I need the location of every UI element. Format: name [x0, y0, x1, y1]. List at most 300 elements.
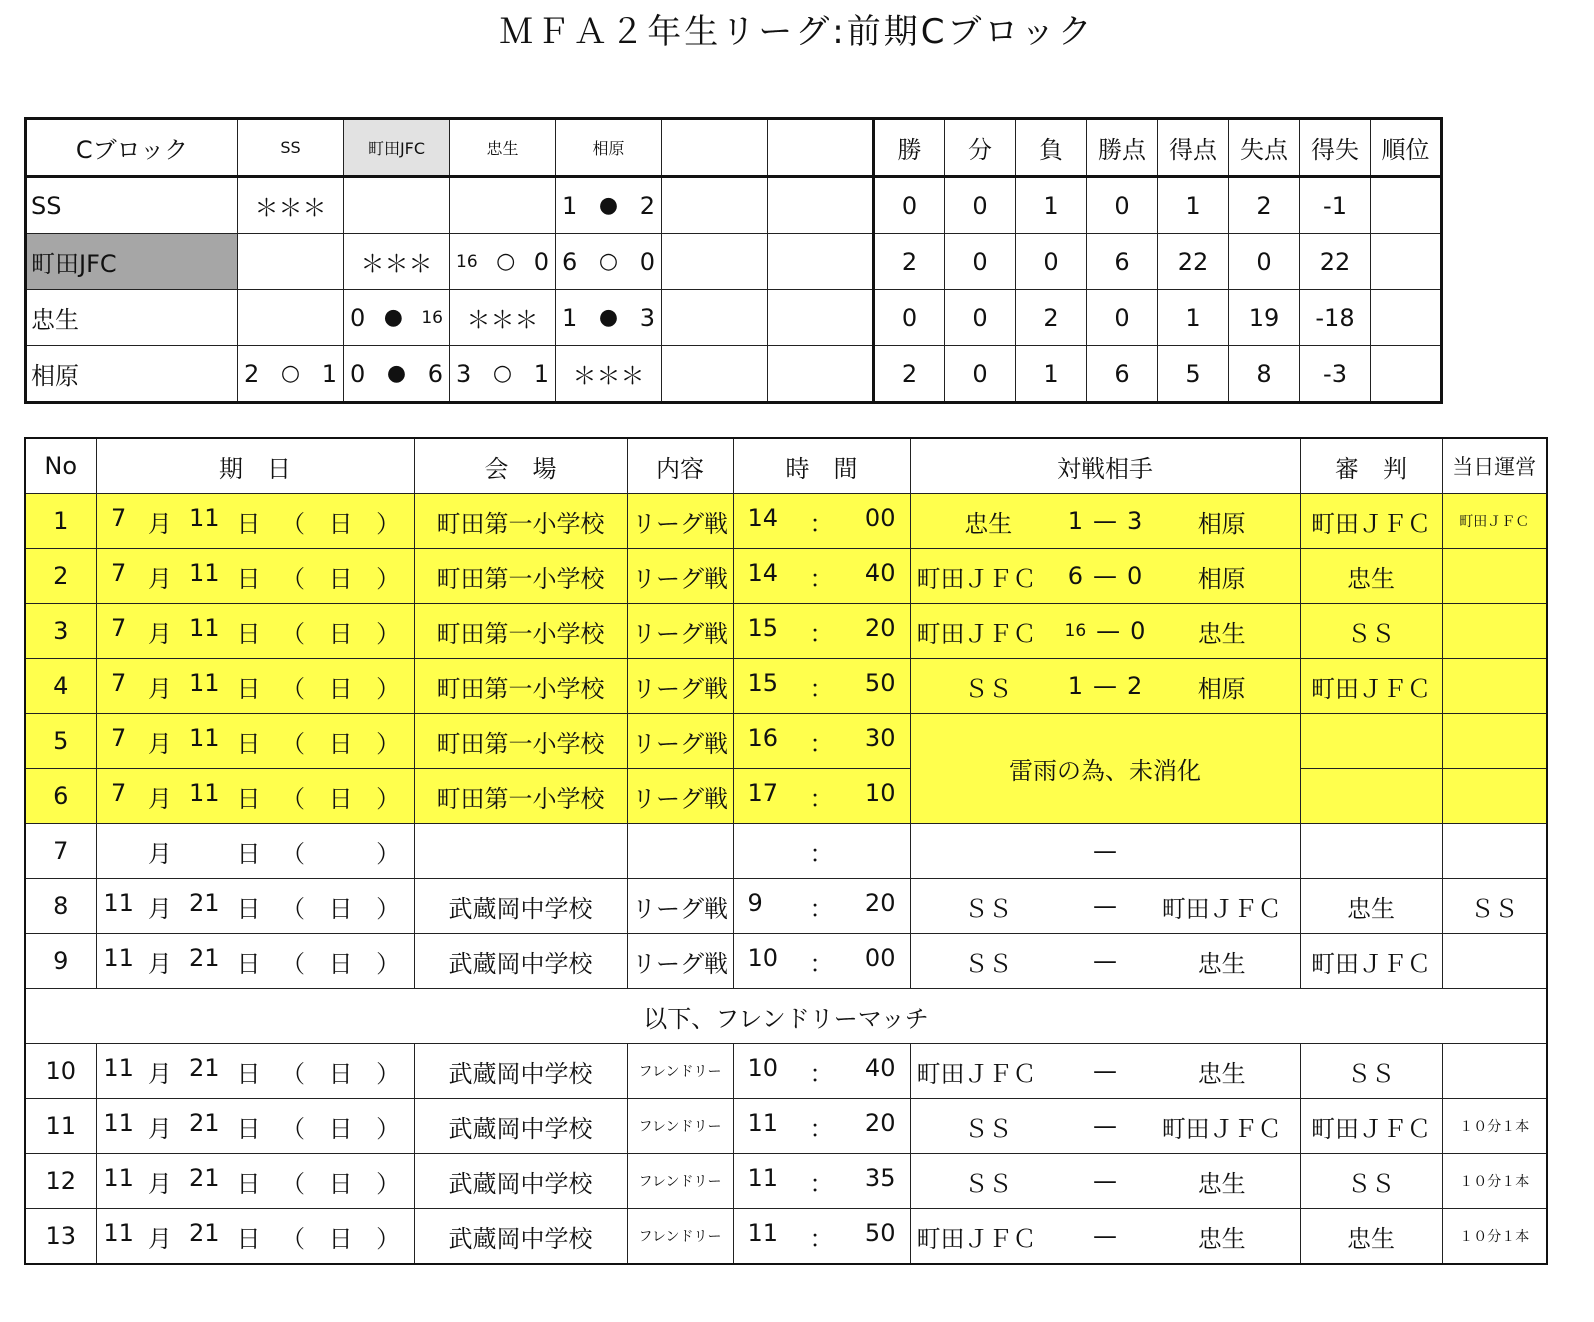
day-operator: 町田ＪＦＣ	[1442, 494, 1547, 549]
referee: 町田ＪＦＣ	[1300, 494, 1442, 549]
day-label: 日	[236, 729, 261, 758]
header-no: No	[25, 438, 96, 494]
day-label: 日	[236, 619, 261, 648]
referee: 忠生	[1300, 549, 1442, 604]
stat-cell: 2	[1016, 290, 1087, 346]
stat-cell	[1371, 234, 1442, 290]
weekday: 日	[328, 784, 353, 813]
score-for: 0	[350, 303, 366, 332]
win-mark-icon: ○	[496, 249, 516, 274]
stat-cell: -1	[1300, 177, 1371, 234]
time-hour: 10	[747, 943, 779, 972]
match-no: 9	[25, 934, 96, 989]
match-result	[450, 360, 555, 388]
score-dash: —	[1092, 837, 1117, 865]
date-month	[97, 834, 141, 869]
score-dash: —	[1092, 947, 1117, 975]
paren-open: （	[281, 1114, 306, 1143]
matchup	[910, 1044, 1300, 1099]
stat-cell: 22	[1300, 234, 1371, 290]
time-hour	[734, 834, 794, 869]
match-date	[96, 1044, 414, 1099]
result-cell	[556, 234, 662, 290]
home-team: 忠生	[964, 509, 1013, 538]
standings-row	[26, 290, 1442, 346]
home-team	[911, 837, 1067, 865]
day-operator	[1442, 824, 1547, 879]
paren-close: ）	[376, 1114, 401, 1143]
match-result	[344, 360, 449, 388]
scoreline	[1066, 1164, 1144, 1199]
date-day: 21	[188, 888, 220, 917]
time-separator: ：	[809, 894, 834, 923]
block-label: Cブロック	[26, 119, 238, 177]
rain-note: 雷雨の為、未消化	[910, 714, 1300, 824]
score-dash: —	[1096, 617, 1121, 645]
content-type: フレンドリー	[627, 1154, 733, 1209]
score-dash: —	[1092, 562, 1117, 590]
time-hour: 10	[747, 1053, 779, 1082]
time-separator: ：	[809, 949, 834, 978]
date-day: 11	[188, 503, 220, 532]
result-cell	[556, 290, 662, 346]
matchup	[910, 604, 1300, 659]
matchup	[910, 1099, 1300, 1154]
stat-cell: 0	[945, 234, 1016, 290]
paren-close: ）	[376, 1224, 401, 1253]
result-cell	[344, 346, 450, 403]
content-type	[627, 824, 733, 879]
scoreline	[1066, 669, 1144, 704]
day-operator	[1442, 934, 1547, 989]
match-date	[96, 549, 414, 604]
venue	[414, 824, 627, 879]
away-team	[1144, 837, 1300, 865]
day-label: 日	[236, 674, 261, 703]
match-date	[96, 494, 414, 549]
home-team: ＳＳ	[964, 1169, 1013, 1198]
match-date	[96, 659, 414, 714]
team-name: 町田JFC	[26, 234, 238, 290]
scoreline	[1066, 559, 1144, 594]
result-cell: ＊＊＊	[344, 234, 450, 290]
paren-close: ）	[376, 1169, 401, 1198]
stat-cell: 0	[874, 290, 945, 346]
header-match: 対戦相手	[910, 438, 1300, 494]
match-result	[556, 304, 661, 332]
paren-open: （	[281, 784, 306, 813]
date-day	[179, 834, 230, 869]
away-team: 忠生	[1197, 619, 1246, 648]
stat-cell: 0	[874, 177, 945, 234]
schedule-row	[25, 1099, 1547, 1154]
match-date	[96, 604, 414, 659]
day-label: 日	[236, 839, 261, 868]
win-mark-icon: ○	[598, 249, 619, 274]
month-label: 月	[147, 1169, 172, 1198]
time-hour: 16	[747, 723, 779, 752]
referee	[1300, 769, 1442, 824]
matchup	[910, 824, 1300, 879]
team-name: SS	[26, 177, 238, 234]
result-cell	[768, 234, 874, 290]
paren-open: （	[281, 894, 306, 923]
match-no: 13	[25, 1209, 96, 1265]
result-cell: ＊＊＊	[238, 177, 344, 234]
day-label: 日	[236, 894, 261, 923]
schedule-row	[25, 604, 1547, 659]
kickoff-time	[733, 1099, 910, 1154]
result-cell	[768, 346, 874, 403]
home-team: 町田ＪＦＣ	[916, 1224, 1037, 1253]
month-label: 月	[147, 1224, 172, 1253]
scoreline	[1066, 1219, 1144, 1254]
date-month: 7	[111, 558, 127, 587]
time-separator: ：	[809, 839, 834, 868]
match-no: 11	[25, 1099, 96, 1154]
score-for: 16	[456, 251, 478, 272]
content-type: リーグ戦	[627, 714, 733, 769]
venue: 町田第一小学校	[414, 769, 627, 824]
result-cell	[768, 290, 874, 346]
time-separator: ：	[809, 674, 834, 703]
referee: 町田ＪＦＣ	[1300, 934, 1442, 989]
weekday: 日	[328, 619, 353, 648]
match-date	[96, 1154, 414, 1209]
day-operator: １０分１本	[1442, 1099, 1547, 1154]
content-type: フレンドリー	[627, 1099, 733, 1154]
col-header	[768, 119, 874, 177]
page-title: ＭＦＡ２年生リーグ:前期Cブロック	[499, 12, 1095, 52]
stat-cell: 0	[1016, 234, 1087, 290]
day-label: 日	[236, 1114, 261, 1143]
stat-cell: 0	[945, 346, 1016, 403]
weekday: 日	[328, 729, 353, 758]
header-content: 内容	[627, 438, 733, 494]
referee: ＳＳ	[1300, 1044, 1442, 1099]
match-no: 3	[25, 604, 96, 659]
away-team: 町田ＪＦＣ	[1161, 894, 1282, 923]
kickoff-time	[733, 824, 910, 879]
score-for: 1	[562, 191, 578, 220]
score-for: 3	[456, 359, 472, 388]
venue: 武蔵岡中学校	[414, 879, 627, 934]
matchup	[910, 1154, 1300, 1209]
date-month: 7	[111, 613, 127, 642]
header-date: 期 日	[96, 438, 414, 494]
weekday: 日	[328, 509, 353, 538]
time-hour: 11	[747, 1218, 779, 1247]
matchup	[910, 494, 1300, 549]
col-header: SS	[238, 119, 344, 177]
score-dash: —	[1092, 892, 1117, 920]
month-label: 月	[147, 894, 172, 923]
venue: 町田第一小学校	[414, 549, 627, 604]
time-separator: ：	[809, 619, 834, 648]
score-against: 3	[639, 303, 655, 332]
time-minute: 50	[864, 1218, 896, 1247]
away-score: 0	[1126, 562, 1143, 590]
referee	[1300, 824, 1442, 879]
stat-header: 失点	[1229, 119, 1300, 177]
time-minute: 00	[864, 503, 896, 532]
venue: 町田第一小学校	[414, 659, 627, 714]
score-against: 0	[533, 247, 549, 276]
date-day: 11	[188, 558, 220, 587]
month-label: 月	[147, 949, 172, 978]
col-header: 忠生	[450, 119, 556, 177]
result-cell	[344, 290, 450, 346]
match-date	[96, 879, 414, 934]
time-hour: 11	[747, 1108, 779, 1137]
kickoff-time	[733, 659, 910, 714]
kickoff-time	[733, 494, 910, 549]
standings-row	[26, 346, 1442, 403]
day-operator	[1442, 714, 1547, 769]
stat-header: 得失	[1300, 119, 1371, 177]
day-label: 日	[236, 784, 261, 813]
paren-open: （	[281, 509, 306, 538]
col-header: 相原	[556, 119, 662, 177]
result-cell	[556, 177, 662, 234]
schedule-row	[25, 1154, 1547, 1209]
kickoff-time	[733, 1209, 910, 1265]
day-operator	[1442, 659, 1547, 714]
stat-cell: 8	[1229, 346, 1300, 403]
loss-mark-icon: ●	[386, 361, 407, 386]
time-hour: 11	[747, 1163, 779, 1192]
paren-close: ）	[376, 894, 401, 923]
day-operator	[1442, 1044, 1547, 1099]
result-cell: ＊＊＊	[450, 290, 556, 346]
standings-table	[24, 117, 1443, 404]
schedule-row	[25, 1209, 1547, 1265]
time-hour: 15	[747, 613, 779, 642]
weekday: 日	[328, 674, 353, 703]
matchup	[910, 934, 1300, 989]
date-day: 11	[188, 668, 220, 697]
paren-close: ）	[376, 674, 401, 703]
paren-open: （	[281, 674, 306, 703]
date-day: 21	[188, 1108, 220, 1137]
paren-open: （	[281, 1059, 306, 1088]
content-type: リーグ戦	[627, 494, 733, 549]
referee: 町田ＪＦＣ	[1300, 1099, 1442, 1154]
match-result	[450, 248, 555, 276]
win-mark-icon: ○	[280, 361, 301, 386]
content-type: リーグ戦	[627, 769, 733, 824]
date-month: 11	[103, 1108, 134, 1137]
time-hour: 17	[747, 778, 779, 807]
content-type: リーグ戦	[627, 934, 733, 989]
time-separator: ：	[809, 564, 834, 593]
time-minute: 20	[864, 1108, 896, 1137]
home-score: 6	[1067, 562, 1083, 590]
paren-close: ）	[376, 1059, 401, 1088]
time-minute: 20	[864, 888, 896, 917]
kickoff-time	[733, 934, 910, 989]
referee: 町田ＪＦＣ	[1300, 659, 1442, 714]
match-no: 8	[25, 879, 96, 934]
score-for: 6	[562, 247, 578, 276]
month-label: 月	[147, 509, 172, 538]
loss-mark-icon: ●	[598, 305, 619, 330]
paren-close: ）	[376, 839, 401, 868]
kickoff-time	[733, 549, 910, 604]
match-no: 12	[25, 1154, 96, 1209]
scoreline	[1066, 837, 1144, 865]
referee	[1300, 714, 1442, 769]
standings-row	[26, 177, 1442, 234]
venue: 武蔵岡中学校	[414, 1044, 627, 1099]
home-team: 町田ＪＦＣ	[916, 1059, 1037, 1088]
paren-open: （	[281, 839, 306, 868]
match-no: 4	[25, 659, 96, 714]
time-separator: ：	[809, 729, 834, 758]
score-dash: —	[1092, 507, 1117, 535]
time-hour: 9	[747, 888, 763, 917]
paren-open: （	[281, 564, 306, 593]
time-hour: 14	[747, 503, 779, 532]
away-score: 3	[1126, 507, 1143, 535]
scoreline	[1066, 944, 1144, 979]
match-no: 5	[25, 714, 96, 769]
home-team: ＳＳ	[964, 949, 1013, 978]
date-month: 11	[103, 1218, 134, 1247]
match-date	[96, 1209, 414, 1265]
away-score: 0	[1130, 617, 1146, 645]
friendly-divider-row	[25, 989, 1547, 1044]
weekday: 日	[328, 1169, 353, 1198]
result-cell	[662, 234, 768, 290]
month-label: 月	[147, 564, 172, 593]
schedule-row	[25, 769, 1547, 824]
weekday: 日	[328, 564, 353, 593]
match-result	[556, 248, 661, 276]
away-team: 相原	[1197, 564, 1246, 593]
match-no: 1	[25, 494, 96, 549]
score-for: 1	[562, 303, 578, 332]
date-day: 11	[188, 613, 220, 642]
win-mark-icon: ○	[492, 361, 513, 386]
result-cell	[450, 177, 556, 234]
scoreline	[1066, 1109, 1144, 1144]
kickoff-time	[733, 714, 910, 769]
away-team: 忠生	[1197, 949, 1246, 978]
stat-cell: -3	[1300, 346, 1371, 403]
stat-cell: 19	[1229, 290, 1300, 346]
day-label: 日	[236, 564, 261, 593]
day-operator: １０分１本	[1442, 1209, 1547, 1265]
scoreline	[1066, 504, 1144, 539]
result-cell: ＊＊＊	[556, 346, 662, 403]
stat-cell: 2	[874, 234, 945, 290]
stat-header: 勝	[874, 119, 945, 177]
time-separator: ：	[809, 1224, 834, 1253]
team-name: 忠生	[26, 290, 238, 346]
score-against: 16	[421, 307, 443, 328]
kickoff-time	[733, 604, 910, 659]
score-dash: —	[1092, 1222, 1117, 1250]
match-date	[96, 934, 414, 989]
home-team: 町田ＪＦＣ	[916, 619, 1037, 648]
date-month: 7	[111, 778, 127, 807]
content-type: リーグ戦	[627, 604, 733, 659]
stat-cell	[1371, 290, 1442, 346]
kickoff-time	[733, 879, 910, 934]
away-team: 忠生	[1197, 1224, 1246, 1253]
paren-close: ）	[376, 509, 401, 538]
col-header: 町田JFC	[344, 119, 450, 177]
time-separator: ：	[809, 509, 834, 538]
score-against: 1	[533, 359, 549, 388]
result-cell	[238, 290, 344, 346]
stat-cell: 1	[1016, 177, 1087, 234]
day-operator: １０分１本	[1442, 1154, 1547, 1209]
time-minute: 00	[864, 943, 896, 972]
stat-cell: 1	[1158, 290, 1229, 346]
content-type: リーグ戦	[627, 549, 733, 604]
time-minute: 30	[864, 723, 896, 752]
score-against: 0	[639, 247, 655, 276]
paren-open: （	[281, 619, 306, 648]
paren-close: ）	[376, 564, 401, 593]
time-separator: ：	[809, 1059, 834, 1088]
matchup	[910, 659, 1300, 714]
time-minute: 40	[864, 558, 896, 587]
stat-cell: 0	[1087, 177, 1158, 234]
stat-header: 負	[1016, 119, 1087, 177]
match-no: 10	[25, 1044, 96, 1099]
kickoff-time	[733, 1154, 910, 1209]
stat-cell: 0	[1229, 234, 1300, 290]
home-score: 16	[1064, 621, 1087, 641]
venue: 町田第一小学校	[414, 494, 627, 549]
match-date	[96, 769, 414, 824]
stat-cell: 0	[945, 177, 1016, 234]
stat-cell: 1	[1158, 177, 1229, 234]
result-cell	[662, 290, 768, 346]
paren-close: ）	[376, 949, 401, 978]
kickoff-time	[733, 769, 910, 824]
date-month: 7	[111, 668, 127, 697]
stat-cell: 2	[874, 346, 945, 403]
day-label: 日	[236, 509, 261, 538]
match-no: 6	[25, 769, 96, 824]
referee: ＳＳ	[1300, 1154, 1442, 1209]
month-label: 月	[147, 839, 172, 868]
venue: 武蔵岡中学校	[414, 934, 627, 989]
time-separator: ：	[809, 1114, 834, 1143]
venue: 武蔵岡中学校	[414, 1099, 627, 1154]
venue: 武蔵岡中学校	[414, 1154, 627, 1209]
result-cell	[238, 234, 344, 290]
time-hour: 14	[747, 558, 779, 587]
paren-close: ）	[376, 729, 401, 758]
stat-cell: 0	[945, 290, 1016, 346]
header-venue: 会 場	[414, 438, 627, 494]
stat-cell: 0	[1087, 290, 1158, 346]
home-score: 1	[1067, 672, 1083, 700]
stat-header: 勝点	[1087, 119, 1158, 177]
time-minute: 20	[864, 613, 896, 642]
header-ops: 当日運営	[1442, 438, 1547, 494]
weekday: 日	[328, 1114, 353, 1143]
content-type: リーグ戦	[627, 879, 733, 934]
away-team: 忠生	[1197, 1059, 1246, 1088]
month-label: 月	[147, 729, 172, 758]
paren-open: （	[281, 729, 306, 758]
